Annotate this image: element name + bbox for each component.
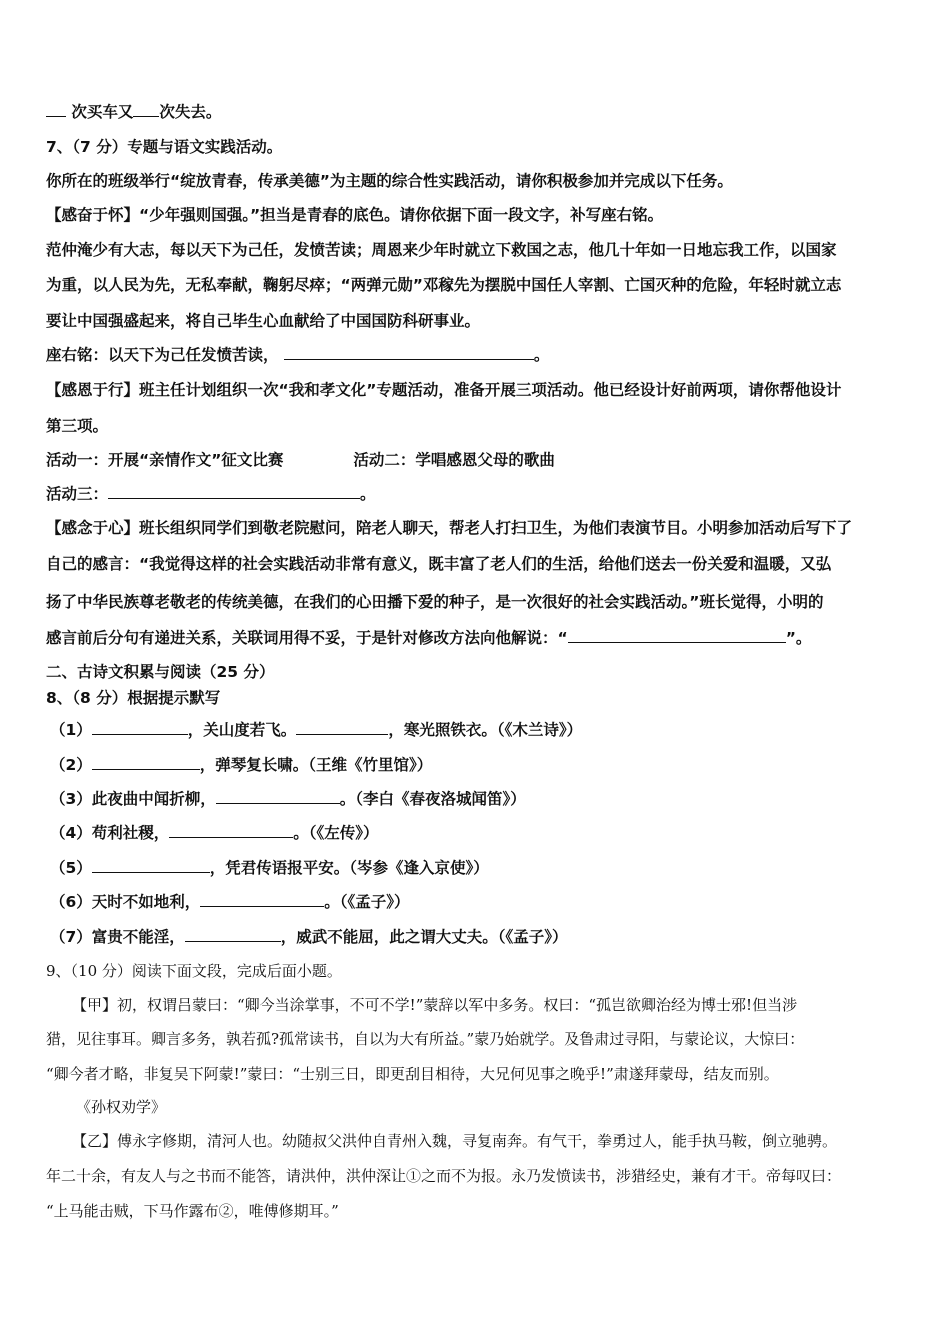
text: 。（李白《春夜洛城闻笛》） bbox=[339, 790, 526, 808]
text: （1） bbox=[50, 721, 92, 739]
text: （3）此夜曲中闻折柳， bbox=[50, 790, 216, 808]
q7-task-a-text: 要让中国强盛起来，将自己毕生心血献给了中国国防科研事业。 bbox=[46, 312, 481, 330]
q7-task-c-heading: 【感念于心】班长组织同学们到敬老院慰问，陪老人聊天，帮老人打扫卫生，为他们表演节目。小明参加活动后写下了 bbox=[46, 519, 853, 537]
text: ，关山度若飞。 bbox=[187, 721, 297, 739]
answer-blank[interactable] bbox=[200, 892, 324, 907]
q9-heading: 9、（10 分）阅读下面文段，完成后面小题。 bbox=[46, 962, 342, 980]
section-two-heading: 二、古诗文积累与阅读（25 分） bbox=[46, 663, 275, 681]
q8-item-7 bbox=[50, 927, 568, 947]
text: （4）苟利社稷， bbox=[50, 824, 170, 842]
q7-motto-line bbox=[46, 345, 549, 365]
answer-blank[interactable] bbox=[185, 927, 281, 942]
answer-blank[interactable] bbox=[216, 789, 340, 804]
text: 。 bbox=[360, 485, 376, 503]
q8-item-2 bbox=[50, 755, 432, 775]
q8-item-1 bbox=[50, 720, 582, 740]
q8-item-3 bbox=[50, 789, 526, 809]
answer-blank[interactable] bbox=[133, 102, 159, 117]
text: 。（《左传》） bbox=[293, 824, 379, 842]
q7-task-b-text: 第三项。 bbox=[46, 417, 109, 435]
text: ，凭君传语报平安。（岑参《逢入京使》） bbox=[209, 859, 489, 877]
q8-item-5 bbox=[50, 858, 489, 878]
passage-jia-text: 猎，见往事耳。卿言多务，孰若孤?孤常读书，自以为大有所益。”蒙乃始就学。及鲁肃过寻阳，与蒙论议，大惊曰： bbox=[46, 1030, 805, 1048]
text: 。 bbox=[533, 346, 550, 364]
text: （5） bbox=[50, 859, 92, 877]
text: （7）富贵不能淫， bbox=[50, 928, 185, 946]
activity-two: 活动二：学唱感恩父母的歌曲 bbox=[353, 451, 555, 469]
text: 次买车又 bbox=[71, 103, 134, 121]
answer-blank[interactable] bbox=[296, 720, 388, 735]
answer-blank[interactable] bbox=[169, 823, 293, 838]
q7-intro: 你所在的班级举行“绽放青春，传承美德”为主题的综合性实践活动，请你积极参加并完成以下任务。 bbox=[46, 172, 733, 190]
answer-blank[interactable] bbox=[92, 858, 210, 873]
text: 座右铭：以天下为己任发愤苦读， bbox=[46, 346, 279, 364]
text: ，威武不能屈，此之谓大丈夫。（《孟子》） bbox=[280, 928, 568, 946]
text: 感言前后分句有递进关系，关联词用得不妥，于是针对修改方法向他解说：“ bbox=[46, 629, 568, 647]
answer-blank[interactable] bbox=[46, 102, 66, 117]
text: ，弹琴复长啸。（王维《竹里馆》） bbox=[199, 756, 433, 774]
passage-yi-text: 【乙】傅永字修期，清河人也。幼随叔父洪仲自青州入魏，寻复南奔。有气干，拳勇过人，能手执马鞍，倒立驰骋。 bbox=[72, 1132, 838, 1150]
passage-jia-source: 《孙权劝学》 bbox=[76, 1098, 167, 1116]
text: 。（《孟子》） bbox=[324, 893, 410, 911]
explanation-answer-blank[interactable] bbox=[568, 628, 786, 643]
q8-item-6 bbox=[50, 892, 410, 912]
text: （6）天时不如地利， bbox=[50, 893, 201, 911]
q7-task-c-text: 自己的感言：“我觉得这样的社会实践活动非常有意义，既丰富了老人们的生活，给他们送去一份关爱和温暖，又弘 bbox=[46, 555, 832, 573]
q8-heading: 8、（8 分）根据提示默写 bbox=[46, 689, 221, 707]
q7-task-a-heading: 【感奋于怀】“少年强则国强。”担当是青春的底色。请你依据下面一段文字，补写座右铭。 bbox=[46, 206, 664, 224]
activity-answer-blank[interactable] bbox=[108, 484, 360, 499]
q7-heading: 7、（7 分）专题与语文实践活动。 bbox=[46, 138, 283, 156]
passage-yi-text: 年二十余，有友人与之书而不能答，请洪仲，洪仲深让①之而不为报。永乃发愤读书，涉猎经史，兼有才干。帝每叹曰： bbox=[46, 1167, 842, 1185]
passage-jia-text: “卿今者才略，非复吴下阿蒙!”蒙曰：“士别三日，即更刮目相待，大兄何见事之晚乎!”肃遂拜蒙母，结友而别。 bbox=[46, 1065, 779, 1083]
text: 活动三： bbox=[46, 485, 109, 503]
carryover-line bbox=[46, 102, 221, 122]
q7-task-c-answer-line bbox=[46, 628, 811, 648]
q8-item-4 bbox=[50, 823, 379, 843]
q7-task-b-heading: 【感恩于行】班主任计划组织一次“我和孝文化”专题活动，准备开展三项活动。他已经设计好前两项，请你帮他设计 bbox=[46, 381, 842, 399]
text: ”。 bbox=[785, 629, 812, 647]
q7-task-a-text: 为重，以人民为先，无私奉献，鞠躬尽瘁；“两弹元勋”邓稼先为摆脱中国任人宰割、亡国灭种的危险，年轻时就立志 bbox=[46, 276, 842, 294]
q7-activities bbox=[46, 450, 555, 470]
answer-blank[interactable] bbox=[92, 755, 200, 770]
passage-jia-text: 【甲】初，权谓吕蒙曰：“卿今当涂掌事，不可不学!”蒙辞以军中多务。权曰：“孤岂欲卿治经为博士邪!但当涉 bbox=[72, 996, 798, 1014]
q7-activity-three bbox=[46, 484, 376, 504]
answer-blank[interactable] bbox=[92, 720, 188, 735]
text: 次失去。 bbox=[159, 103, 222, 121]
text: ，寒光照铁衣。（《木兰诗》） bbox=[388, 721, 583, 739]
activity-one: 活动一：开展“亲情作文”征文比赛 bbox=[46, 451, 284, 469]
q7-task-c-text: 扬了中华民族尊老敬老的传统美德，在我们的心田播下爱的种子，是一次很好的社会实践活动。”班长觉得，小明的 bbox=[46, 593, 824, 611]
text: （2） bbox=[50, 756, 92, 774]
passage-yi-text: “上马能击贼，下马作露布②，唯傅修期耳。” bbox=[46, 1202, 339, 1220]
q7-task-a-text: 范仲淹少有大志，每以天下为己任，发愤苦读；周恩来少年时就立下救国之志，他几十年如一日地忘我工作，以国家 bbox=[46, 241, 837, 259]
motto-answer-blank[interactable] bbox=[284, 345, 534, 360]
